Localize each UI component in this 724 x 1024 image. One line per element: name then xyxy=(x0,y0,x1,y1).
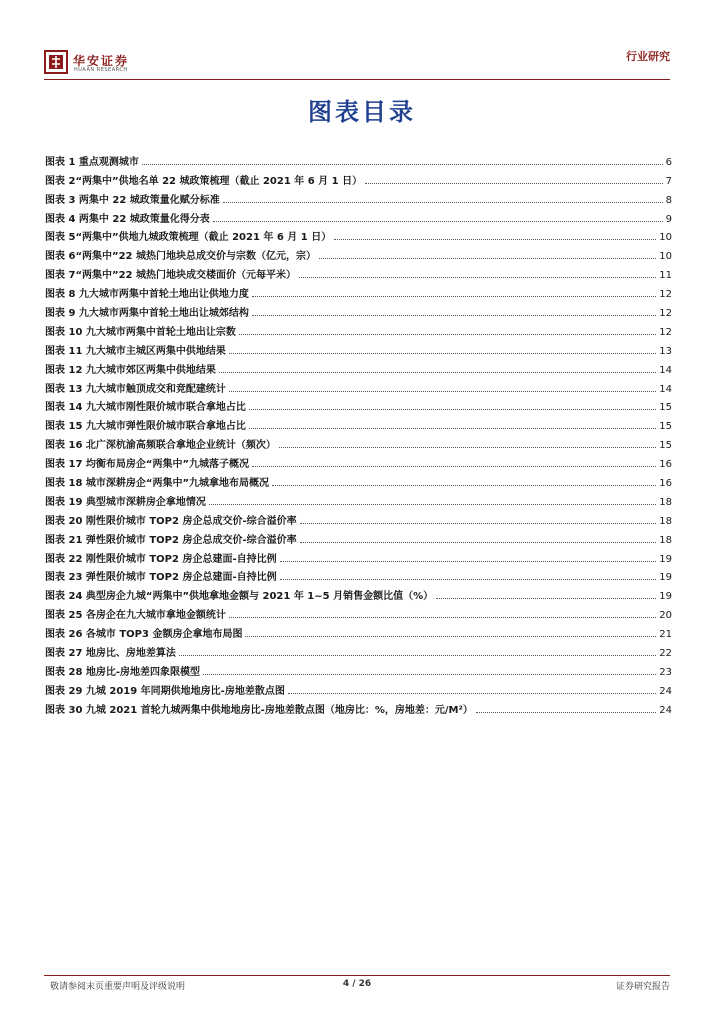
toc-dot-leader xyxy=(334,239,656,240)
toc-entry[interactable] xyxy=(45,565,672,584)
toc-entry-page[interactable]: 16 xyxy=(659,459,672,471)
page-title: 图表目录 xyxy=(308,98,416,126)
toc-entry-label[interactable]: 图表 22 刚性限价城市 TOP2 房企总建面-自持比例 xyxy=(45,553,277,565)
table-of-figures xyxy=(45,149,672,716)
toc-entry[interactable] xyxy=(45,206,672,225)
toc-dot-leader xyxy=(280,579,657,580)
toc-entry-page[interactable]: 16 xyxy=(659,478,672,490)
toc-entry-label[interactable]: 图表 17 均衡布局房企“两集中”九城落子概况 xyxy=(45,459,250,471)
toc-dot-leader xyxy=(365,183,663,184)
toc-dot-leader xyxy=(249,428,656,429)
toc-dot-leader xyxy=(476,712,656,713)
toc-entry-label[interactable]: 图表 26 各城市 TOP3 金额房企拿地布局图 xyxy=(45,629,243,641)
toc-entry-label[interactable]: 图表 6“两集中”22 城热门地块总成交价与宗数（亿元，宗） xyxy=(45,251,316,263)
toc-entry-label[interactable]: 图表 30 九城 2021 首轮九城两集中供地地房比-房地差散点图（地房比：%，房地差：元/M²） xyxy=(45,704,473,716)
toc-entry-page[interactable]: 24 xyxy=(659,685,672,697)
toc-entry-label[interactable]: 图表 21 弹性限价城市 TOP2 房企总成交价-综合溢价率 xyxy=(45,534,297,546)
toc-entry-label[interactable]: 图表 19 典型城市深耕房企拿地情况 xyxy=(45,496,206,508)
toc-entry[interactable] xyxy=(45,281,672,300)
toc-entry-label[interactable]: 图表 7“两集中”22 城热门地块成交楼面价（元每平米） xyxy=(45,270,296,282)
toc-entry[interactable] xyxy=(45,149,672,168)
toc-entry-label[interactable]: 图表 2“两集中”供地名单 22 城政策梳理（截止 2021 年 6 月 1 日） xyxy=(45,175,363,187)
toc-entry-page[interactable]: 10 xyxy=(659,251,672,263)
toc-entry[interactable] xyxy=(45,395,672,414)
toc-entry-page[interactable]: 18 xyxy=(659,534,672,546)
toc-entry-label[interactable]: 图表 12 九大城市郊区两集中供地结果 xyxy=(45,364,216,376)
toc-dot-leader xyxy=(288,693,656,694)
toc-entry-page[interactable]: 19 xyxy=(659,572,672,584)
toc-entry-label[interactable]: 图表 4 两集中 22 城政策量化得分表 xyxy=(45,213,210,225)
report-type-label: 行业研究 xyxy=(626,50,670,63)
toc-entry-page[interactable]: 20 xyxy=(659,610,672,622)
toc-entry-label[interactable]: 图表 11 九大城市主城区两集中供地结果 xyxy=(45,345,226,357)
toc-dot-leader xyxy=(219,372,656,373)
toc-entry-page[interactable]: 12 xyxy=(659,308,672,320)
toc-entry-page[interactable]: 6 xyxy=(665,156,672,168)
footer-divider xyxy=(44,975,670,976)
toc-entry-label[interactable]: 图表 10 九大城市两集中首轮土地出让宗数 xyxy=(45,326,236,338)
toc-entry-label[interactable]: 图表 28 地房比-房地差四象限模型 xyxy=(45,666,201,678)
footer-disclaimer: 敬请参阅末页重要声明及评级说明 xyxy=(50,982,186,992)
toc-entry-page[interactable]: 23 xyxy=(659,666,672,678)
page-header xyxy=(44,46,670,80)
toc-entry-page[interactable]: 15 xyxy=(659,421,672,433)
toc-entry-page[interactable]: 21 xyxy=(659,629,672,641)
toc-entry-label[interactable]: 图表 23 弹性限价城市 TOP2 房企总建面-自持比例 xyxy=(45,572,277,584)
toc-dot-leader xyxy=(272,485,656,486)
toc-dot-leader xyxy=(299,277,656,278)
toc-entry[interactable] xyxy=(45,243,672,262)
toc-entry[interactable] xyxy=(45,640,672,659)
toc-entry[interactable] xyxy=(45,659,672,678)
toc-entry-label[interactable]: 图表 24 典型房企九城“两集中”供地拿地金额与 2021 年 1~5 月销售金额比值（%） xyxy=(45,591,434,603)
toc-entry[interactable] xyxy=(45,319,672,338)
toc-dot-leader xyxy=(223,202,663,203)
toc-entry-page[interactable]: 15 xyxy=(659,440,672,452)
toc-entry-page[interactable]: 24 xyxy=(659,704,672,716)
toc-entry-page[interactable]: 12 xyxy=(659,326,672,338)
toc-entry[interactable] xyxy=(45,432,672,451)
toc-entry[interactable] xyxy=(45,187,672,206)
toc-entry-label[interactable]: 图表 29 九城 2019 年同期供地地房比-房地差散点图 xyxy=(45,685,285,697)
toc-entry-label[interactable]: 图表 1 重点观测城市 xyxy=(45,156,139,168)
toc-dot-leader xyxy=(252,296,656,297)
toc-entry-page[interactable]: 7 xyxy=(665,175,672,187)
toc-entry[interactable] xyxy=(45,376,672,395)
toc-entry[interactable] xyxy=(45,546,672,565)
header-divider xyxy=(44,79,670,80)
logo-text: 华安证券 xyxy=(73,54,130,68)
toc-entry[interactable] xyxy=(45,168,672,187)
toc-dot-leader xyxy=(252,466,656,467)
logo-subtext: HUAAN RESEARCH xyxy=(74,67,128,73)
page-footer xyxy=(44,979,670,993)
toc-entry[interactable] xyxy=(45,489,672,508)
toc-entry-label[interactable]: 图表 16 北广深杭渝高频联合拿地企业统计（频次） xyxy=(45,440,276,452)
toc-entry[interactable] xyxy=(45,357,672,376)
toc-entry-page[interactable]: 10 xyxy=(659,232,672,244)
toc-entry-page[interactable]: 11 xyxy=(659,270,672,282)
huaan-logo-icon xyxy=(44,50,68,74)
toc-dot-leader xyxy=(300,542,657,543)
toc-entry-label[interactable]: 图表 13 九大城市触顶成交和竞配建统计 xyxy=(45,383,226,395)
toc-dot-leader xyxy=(229,391,656,392)
toc-entry-label[interactable]: 图表 8 九大城市两集中首轮土地出让供地力度 xyxy=(45,289,249,301)
toc-entry-page[interactable]: 12 xyxy=(659,289,672,301)
toc-dot-leader xyxy=(319,258,656,259)
toc-entry[interactable] xyxy=(45,300,672,319)
toc-entry-label[interactable]: 图表 14 九大城市刚性限价城市联合拿地占比 xyxy=(45,402,246,414)
toc-dot-leader xyxy=(209,504,656,505)
toc-entry-page[interactable]: 18 xyxy=(659,515,672,527)
toc-entry[interactable] xyxy=(45,602,672,621)
toc-entry-page[interactable]: 19 xyxy=(659,591,672,603)
toc-dot-leader xyxy=(213,221,663,222)
toc-dot-leader xyxy=(239,334,656,335)
toc-dot-leader xyxy=(203,674,656,675)
toc-entry-label[interactable]: 图表 5“两集中”供地九城政策梳理（截止 2021 年 6 月 1 日） xyxy=(45,232,332,244)
toc-entry-page[interactable]: 8 xyxy=(665,194,672,206)
toc-entry-label[interactable]: 图表 20 刚性限价城市 TOP2 房企总成交价-综合溢价率 xyxy=(45,515,297,527)
toc-dot-leader xyxy=(279,447,656,448)
toc-dot-leader xyxy=(179,655,656,656)
toc-entry[interactable] xyxy=(45,678,672,697)
toc-entry[interactable] xyxy=(45,225,672,244)
toc-entry-page[interactable]: 19 xyxy=(659,553,672,565)
toc-entry-page[interactable]: 14 xyxy=(659,383,672,395)
toc-entry[interactable] xyxy=(45,583,672,602)
toc-entry[interactable] xyxy=(45,527,672,546)
toc-entry[interactable] xyxy=(45,262,672,281)
toc-entry-label[interactable]: 图表 9 九大城市两集中首轮土地出让城郊结构 xyxy=(45,308,249,320)
toc-dot-leader xyxy=(280,561,657,562)
toc-entry-label[interactable]: 图表 3 两集中 22 城政策量化赋分标准 xyxy=(45,194,220,206)
toc-entry-page[interactable]: 18 xyxy=(659,496,672,508)
toc-entry-page[interactable]: 14 xyxy=(659,364,672,376)
toc-entry[interactable] xyxy=(45,697,672,716)
toc-entry-page[interactable]: 22 xyxy=(659,648,672,660)
toc-entry-label[interactable]: 图表 25 各房企在九大城市拿地金额统计 xyxy=(45,610,226,622)
footer-report-label: 证券研究报告 xyxy=(615,982,670,992)
toc-dot-leader xyxy=(249,409,656,410)
toc-entry[interactable] xyxy=(45,508,672,527)
toc-dot-leader xyxy=(142,164,663,165)
toc-entry-label[interactable]: 图表 15 九大城市弹性限价城市联合拿地占比 xyxy=(45,421,246,433)
toc-entry[interactable] xyxy=(45,451,672,470)
toc-dot-leader xyxy=(300,523,657,524)
toc-entry-label[interactable]: 图表 18 城市深耕房企“两集中”九城拿地布局概况 xyxy=(45,478,270,490)
toc-entry-page[interactable]: 13 xyxy=(659,345,672,357)
toc-dot-leader xyxy=(229,353,656,354)
toc-entry[interactable] xyxy=(45,470,672,489)
toc-dot-leader xyxy=(245,636,656,637)
toc-dot-leader xyxy=(252,315,656,316)
toc-entry-page[interactable]: 9 xyxy=(665,213,672,225)
toc-entry[interactable] xyxy=(45,413,672,432)
toc-entry-page[interactable]: 15 xyxy=(659,402,672,414)
toc-dot-leader xyxy=(229,617,656,618)
toc-dot-leader xyxy=(436,598,656,599)
toc-entry[interactable] xyxy=(45,338,672,357)
toc-entry[interactable] xyxy=(45,621,672,640)
page-number: 4 / 26 xyxy=(342,979,372,989)
toc-entry-label[interactable]: 图表 27 地房比、房地差算法 xyxy=(45,648,176,660)
